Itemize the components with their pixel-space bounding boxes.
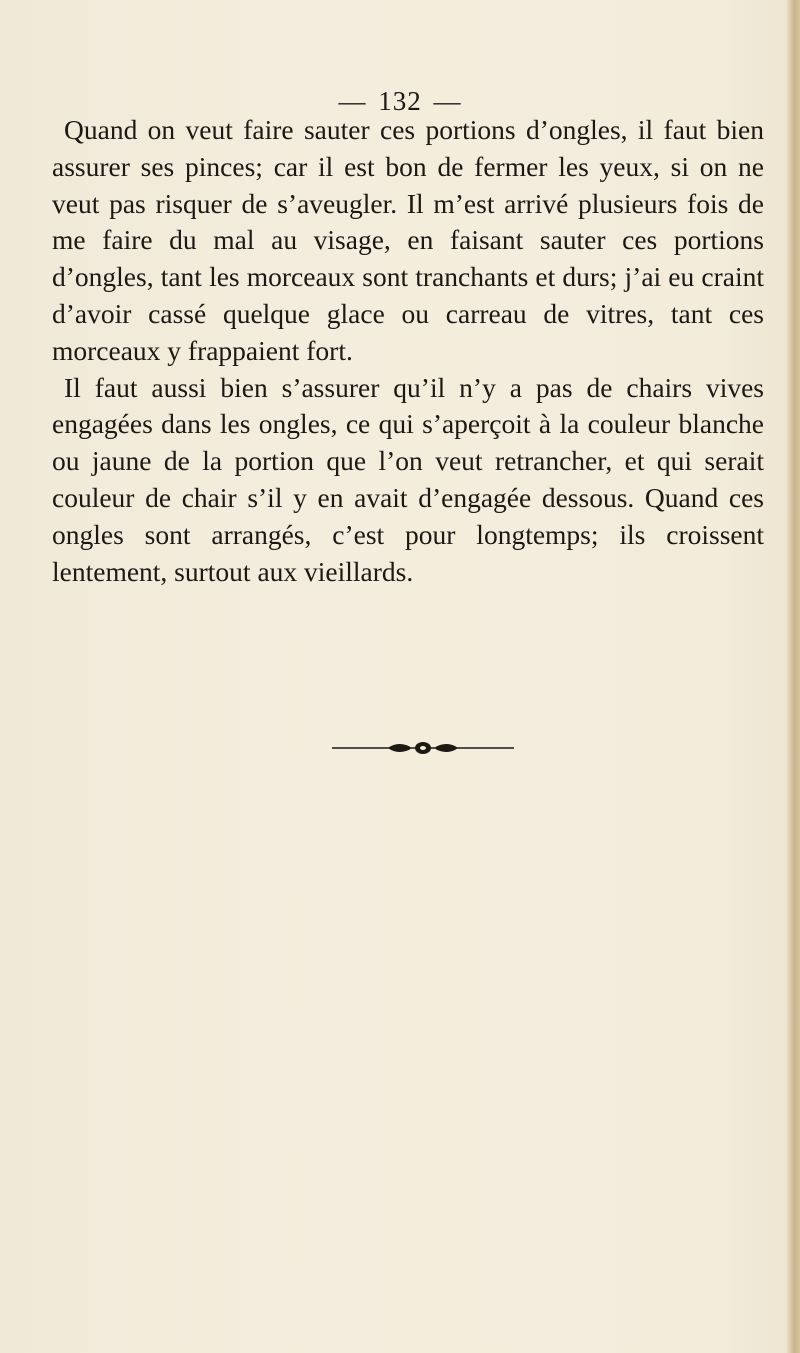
page-edge-shadow bbox=[786, 0, 800, 1353]
page-number: — 132 — bbox=[338, 86, 462, 116]
paragraph-2: Il faut aussi bien s’assurer qu’il n’y a pas de chairs vives engagées dans les ongles, ce qui s’aperçoit à la couleur blanche ou jaune de la portion que l’on veut retrancher, et qui serait couleur de chair s’il y en avait d’engagée dessous. Quand ces ongles sont arrangés, c’est pour longtemps; ils croissent lentement, surtout aux vieillards. bbox=[52, 371, 764, 587]
ornament-divider-icon bbox=[332, 738, 514, 758]
body-text bbox=[52, 112, 764, 590]
paragraph-1: Quand on veut faire sauter ces portions d’ongles, il faut bien assurer ses pinces; car il est bon de fermer les yeux, si on ne veut pas risquer de s’aveugler. Il m’est arrivé plusieurs fois de me faire du mal au visage, en faisant sauter ces portions d’ongles, tant les morceaux sont tranchants et durs; j’ai eu craint d’avoir cassé quelque glace ou carreau de vitres, tant ces morceaux y frappaient fort. bbox=[52, 114, 764, 366]
